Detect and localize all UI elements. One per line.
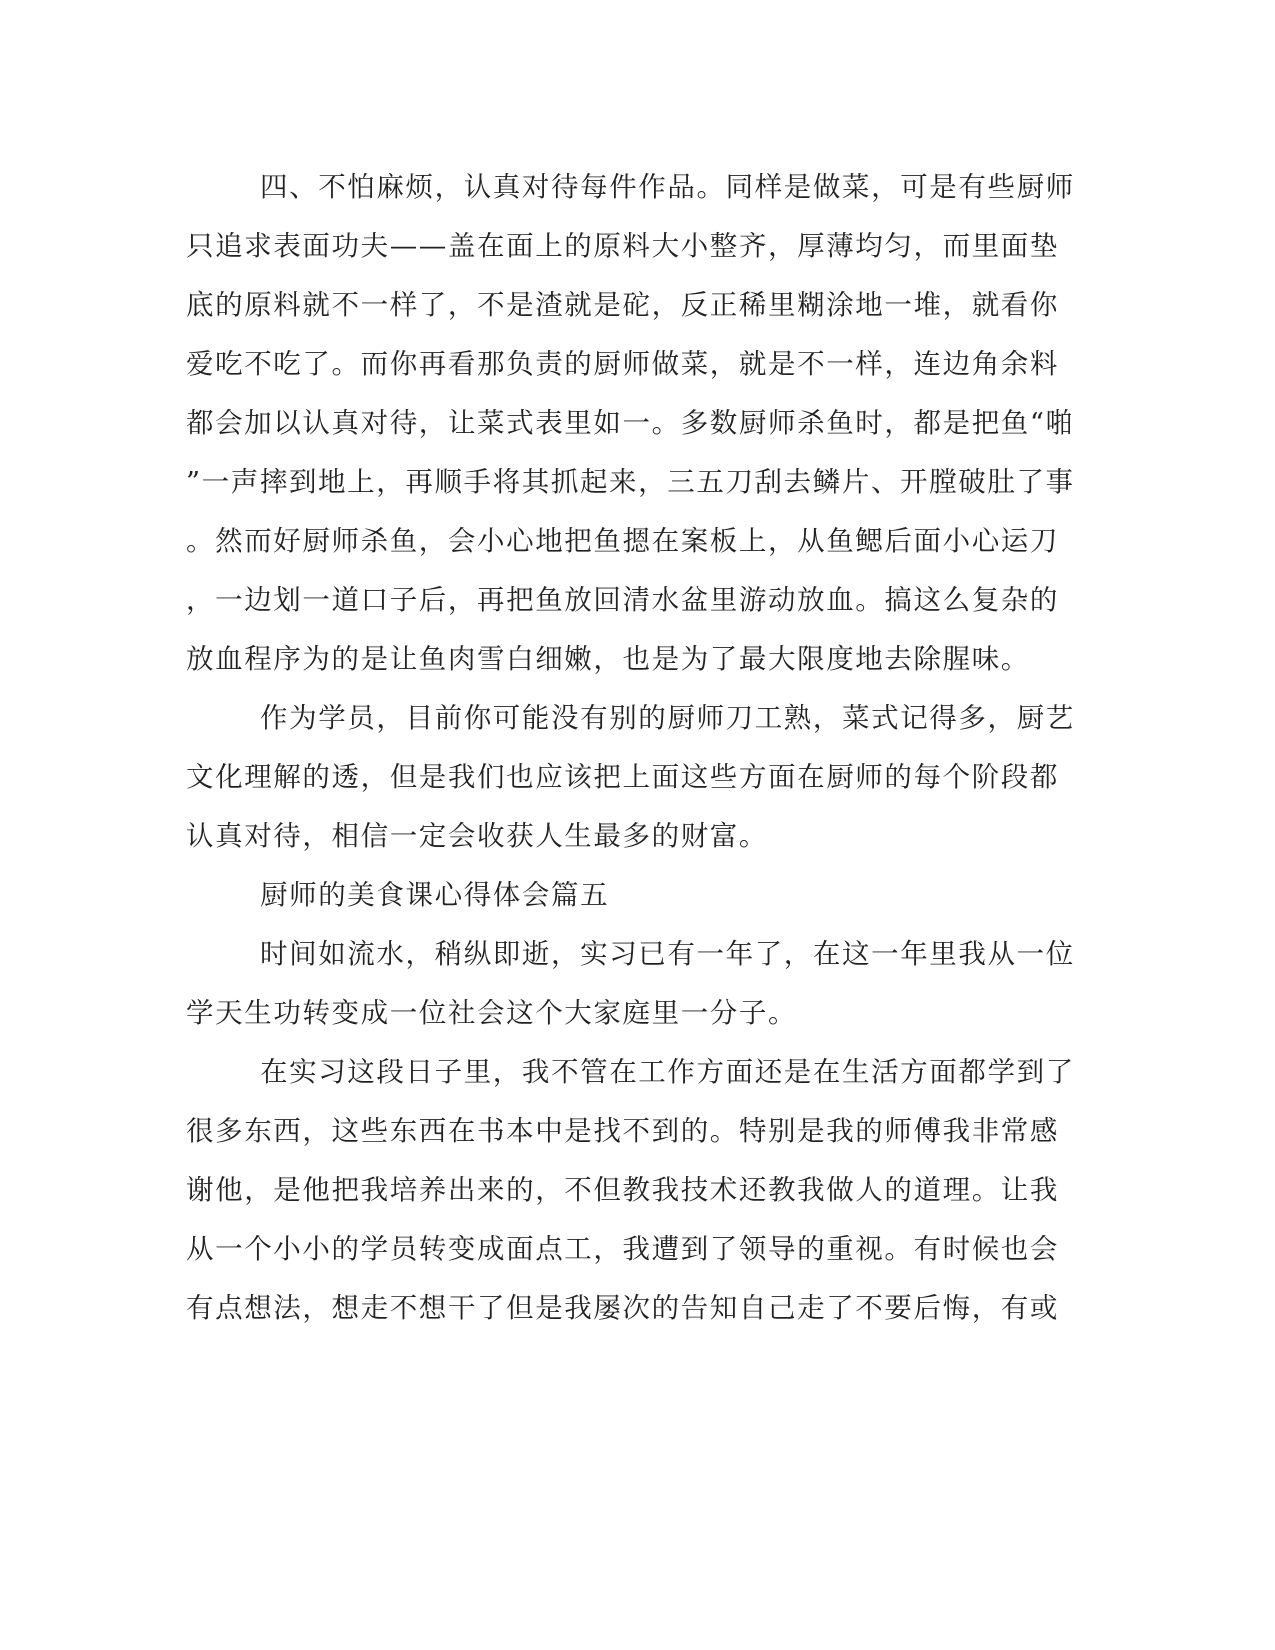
section-title: 厨师的美食课心得体会篇五 — [260, 879, 610, 911]
text-line: 放血程序为的是让鱼肉雪白细嫩，也是为了最大限度地去除腥味。 — [186, 643, 1030, 675]
text-line: 时间如流水，稍纵即逝，实习已有一年了，在这一年里我从一位 — [260, 938, 1075, 970]
text-line: 有点想法，想走不想干了但是我屡次的告知自己走了不要后悔，有或 — [186, 1292, 1059, 1324]
text-line: 谢他，是他把我培养出来的，不但教我技术还教我做人的道理。让我 — [186, 1174, 1059, 1206]
text-line: 底的原料就不一样了，不是渣就是砣，反正稀里糊涂地一堆，就看你 — [186, 289, 1059, 321]
section-heading — [186, 866, 1068, 925]
text-line: 都会加以认真对待，让菜式表里如一。多数厨师杀鱼时，都是把鱼“啪 — [186, 407, 1075, 439]
text-line: 四、不怕麻烦，认真对待每件作品。同样是做菜，可是有些厨师 — [260, 171, 1075, 203]
text-line: 学天生功转变成一位社会这个大家庭里一分子。 — [186, 997, 798, 1029]
text-line: 在实习这段日子里，我不管在工作方面还是在生活方面都学到了 — [260, 1056, 1075, 1088]
paragraph-kitchen-care — [186, 158, 1075, 689]
text-line: 从一个小小的学员转变成面点工，我遭到了领导的重视。有时候也会 — [186, 1233, 1059, 1265]
paragraph-internship-year — [186, 925, 1075, 1043]
text-line: 爱吃不吃了。而你再看那负责的厨师做菜，就是不一样，连边角余料 — [186, 348, 1059, 380]
text-line: 认真对待，相信一定会收获人生最多的财富。 — [186, 820, 768, 852]
text-line: 文化理解的透，但是我们也应该把上面这些方面在厨师的每个阶段都 — [186, 761, 1059, 793]
paragraph-internship-learning — [186, 1043, 1075, 1338]
text-line: 很多东西，这些东西在书本中是找不到的。特别是我的师傅我非常感 — [186, 1115, 1059, 1147]
paragraph-trainee-advice — [186, 689, 1075, 866]
text-line: ，一边划一道口子后，再把鱼放回清水盆里游动放血。搞这么复杂的 — [186, 584, 1059, 616]
document-body — [186, 158, 1075, 1338]
text-line: ”一声摔到地上，再顺手将其抓起来，三五刀刮去鳞片、开膛破肚了事 — [186, 466, 1075, 498]
text-line: 作为学员，目前你可能没有别的厨师刀工熟，菜式记得多，厨艺 — [260, 702, 1075, 734]
text-line: 。然而好厨师杀鱼，会小心地把鱼摁在案板上，从鱼鳃后面小心运刀 — [186, 525, 1059, 557]
text-line: 只追求表面功夫——盖在面上的原料大小整齐，厚薄均匀，而里面垫 — [186, 230, 1059, 262]
